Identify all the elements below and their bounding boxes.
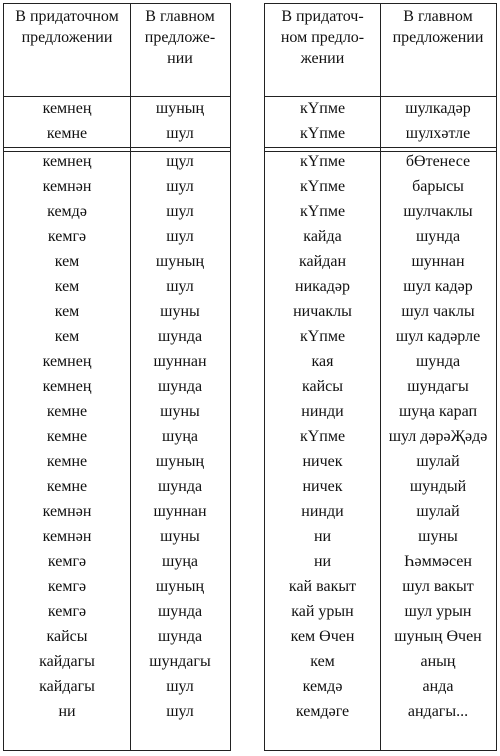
cell-subordinate: кай урын: [291, 603, 354, 620]
cell-main: шунда: [415, 228, 461, 245]
cell-subordinate: кем: [54, 303, 80, 320]
cell-main: шул вакыт: [402, 578, 474, 595]
header-line: В придаточном: [15, 8, 119, 25]
cell-main: шуны: [160, 403, 200, 420]
cell-subordinate: кемнең: [42, 153, 92, 170]
table-row: [4, 324, 230, 349]
table-row: [265, 249, 496, 274]
header-line: предложе-: [144, 29, 216, 46]
cell-main: шул кадәрле: [395, 328, 481, 345]
table-row: [265, 424, 496, 449]
cell-subordinate: кем: [54, 328, 80, 345]
cell-main: шуннан: [153, 503, 207, 520]
table-row: [265, 624, 496, 649]
cell-subordinate: кемнән: [42, 528, 92, 545]
cell-main: барысы: [412, 178, 464, 195]
table-row: [265, 674, 496, 699]
cell-main: шунда: [157, 478, 203, 495]
cell-subordinate: кемдәге: [295, 703, 350, 720]
table-bottom-border: [4, 750, 230, 751]
cell-subordinate: кемне: [46, 428, 88, 445]
cell-main: шуннан: [153, 353, 207, 370]
cell-main: шундый: [409, 478, 467, 495]
cell-main: шул дәрәҖәдә: [388, 428, 488, 445]
cell-main: шуннан: [411, 253, 465, 270]
cell-subordinate: ничаклы: [293, 303, 352, 320]
cell-main: шунда: [157, 603, 203, 620]
table-row: [265, 121, 496, 146]
cell-subordinate: кем: [310, 653, 335, 670]
cell-subordinate: кемдә: [302, 678, 343, 695]
table-row: [265, 449, 496, 474]
table-row: [265, 499, 496, 524]
left-table: [3, 3, 231, 751]
cell-main: щул: [166, 153, 194, 170]
cell-main: бӨтенесе: [405, 153, 471, 170]
header-line: нии: [167, 50, 193, 67]
table-row: [4, 649, 230, 674]
cell-main: шунда: [157, 328, 203, 345]
cell-subordinate: кемне: [46, 453, 88, 470]
cell-subordinate: кҮпме: [299, 100, 346, 117]
table-row: [4, 424, 230, 449]
cell-subordinate: кҮпме: [299, 328, 346, 345]
header-line: предложении: [21, 29, 113, 46]
cell-main: шул: [166, 228, 194, 245]
cell-main: шуның: [155, 453, 205, 470]
cell-main: шул: [166, 125, 194, 142]
cell-subordinate: кемдә: [47, 203, 87, 220]
table-row: [265, 349, 496, 374]
cell-subordinate: ни: [58, 703, 76, 720]
cell-subordinate: кемнән: [42, 503, 92, 520]
cell-subordinate: кемнең: [42, 353, 92, 370]
table-row: [4, 599, 230, 624]
table-row: [4, 299, 230, 324]
cell-main: шундагы: [149, 653, 211, 670]
table-row: [265, 149, 496, 174]
table-row: [4, 199, 230, 224]
table-row: [4, 499, 230, 524]
cell-main: шул чаклы: [401, 303, 475, 320]
cell-main: шул: [166, 203, 194, 220]
cell-subordinate: кемгә: [47, 228, 87, 245]
table-row: [265, 649, 496, 674]
cell-subordinate: ничек: [302, 453, 343, 470]
cell-main: аның: [420, 653, 456, 670]
table-row: [4, 699, 230, 724]
table-row: [4, 249, 230, 274]
table-row: [4, 174, 230, 199]
cell-main: шуның: [155, 253, 205, 270]
header-subordinate: [4, 6, 130, 48]
cell-main: шул кадәр: [403, 278, 473, 295]
table-row: [265, 699, 496, 724]
table-row: [265, 96, 496, 121]
table-row: [265, 549, 496, 574]
cell-main: шуңа: [162, 428, 198, 445]
cell-main: шуны: [418, 528, 458, 545]
cell-subordinate: кемнән: [42, 178, 92, 195]
cell-main: шулай: [416, 503, 460, 520]
cell-subordinate: кайсы: [46, 628, 88, 645]
header-line: В придаточ-: [281, 8, 364, 25]
table-row: [4, 374, 230, 399]
cell-subordinate: ничек: [302, 478, 343, 495]
table-row: [4, 574, 230, 599]
table-row: [265, 199, 496, 224]
cell-subordinate: кая: [311, 353, 334, 370]
table-row: [265, 574, 496, 599]
cell-subordinate: кай вакыт: [288, 578, 357, 595]
cell-main: шул: [166, 178, 194, 195]
cell-main: шундагы: [407, 378, 469, 395]
cell-main: анда: [422, 678, 454, 695]
table-row: [265, 274, 496, 299]
cell-subordinate: кайсы: [301, 378, 344, 395]
cell-subordinate: ни: [313, 528, 332, 545]
cell-main: шулай: [416, 453, 460, 470]
table-row: [4, 121, 230, 146]
cell-main: шулкадәр: [405, 100, 471, 117]
cell-subordinate: кҮпме: [299, 428, 346, 445]
table-row: [4, 224, 230, 249]
cell-subordinate: кҮпме: [299, 153, 346, 170]
table-row: [4, 449, 230, 474]
cell-main: шуңа: [162, 553, 198, 570]
header-line: В главном: [403, 8, 473, 25]
cell-main: шул: [166, 678, 194, 695]
header-main: [130, 6, 230, 69]
cell-main: шунда: [415, 353, 461, 370]
cell-subordinate: кҮпме: [299, 203, 346, 220]
header-main: [380, 6, 496, 48]
table-row: [4, 549, 230, 574]
cell-subordinate: ни: [313, 553, 332, 570]
header-line: В главном: [145, 8, 215, 25]
cell-subordinate: кем: [54, 253, 80, 270]
cell-subordinate: кемнең: [42, 100, 92, 117]
cell-main: шунда: [157, 628, 203, 645]
table-row: [265, 374, 496, 399]
header-line: жении: [300, 50, 345, 67]
cell-subordinate: никадәр: [295, 278, 350, 295]
cell-main: андагы...: [407, 703, 469, 720]
cell-subordinate: кемне: [46, 403, 88, 420]
cell-main: шул урын: [404, 603, 472, 620]
table-row: [265, 524, 496, 549]
cell-subordinate: кайдагы: [39, 653, 95, 670]
cell-subordinate: кемне: [46, 478, 88, 495]
table-row: [4, 399, 230, 424]
right-table: [264, 3, 497, 751]
cell-subordinate: кайда: [303, 228, 342, 245]
cell-subordinate: нинди: [301, 403, 344, 420]
header-subordinate: [265, 6, 380, 69]
cell-main: шуны: [160, 528, 200, 545]
table-row: [265, 224, 496, 249]
cell-main: шул: [166, 703, 194, 720]
cell-main: шуны: [160, 303, 200, 320]
header-line: предложении: [392, 29, 484, 46]
table-row: [265, 599, 496, 624]
cell-subordinate: кемнең: [42, 378, 92, 395]
cell-main: шуның: [155, 578, 205, 595]
section-divider: [4, 147, 230, 148]
table-row: [265, 399, 496, 424]
table-row: [4, 674, 230, 699]
table-row: [4, 524, 230, 549]
table-row: [265, 174, 496, 199]
table-row: [4, 474, 230, 499]
table-row: [265, 299, 496, 324]
table-row: [4, 624, 230, 649]
cell-main: шулчаклы: [403, 203, 473, 220]
cell-subordinate: кҮпме: [299, 178, 346, 195]
cell-subordinate: кем Өчен: [290, 628, 355, 645]
table-row: [4, 96, 230, 121]
table-row: [4, 274, 230, 299]
cell-main: шуңа карап: [398, 403, 478, 420]
header-line: ном предло-: [280, 29, 365, 46]
cell-subordinate: кемгә: [47, 578, 87, 595]
cell-subordinate: кем: [54, 278, 80, 295]
cell-subordinate: кайдан: [299, 253, 346, 270]
cell-subordinate: кемгә: [47, 603, 87, 620]
cell-subordinate: кемне: [46, 125, 88, 142]
cell-main: Һәммәсен: [404, 553, 472, 570]
cell-subordinate: кайдагы: [39, 678, 95, 695]
table-row: [4, 349, 230, 374]
table-top-border: [4, 3, 230, 4]
cell-main: шуның: [155, 100, 205, 117]
cell-subordinate: кемгә: [47, 553, 87, 570]
table-row: [265, 324, 496, 349]
cell-subordinate: нинди: [301, 503, 344, 520]
cell-main: шуның Өчен: [394, 628, 482, 645]
cell-main: шунда: [157, 378, 203, 395]
table-row: [4, 149, 230, 174]
cell-main: шул: [166, 278, 194, 295]
cell-subordinate: кҮпме: [299, 125, 346, 142]
table-row: [265, 474, 496, 499]
cell-main: шулхәтле: [405, 125, 471, 142]
